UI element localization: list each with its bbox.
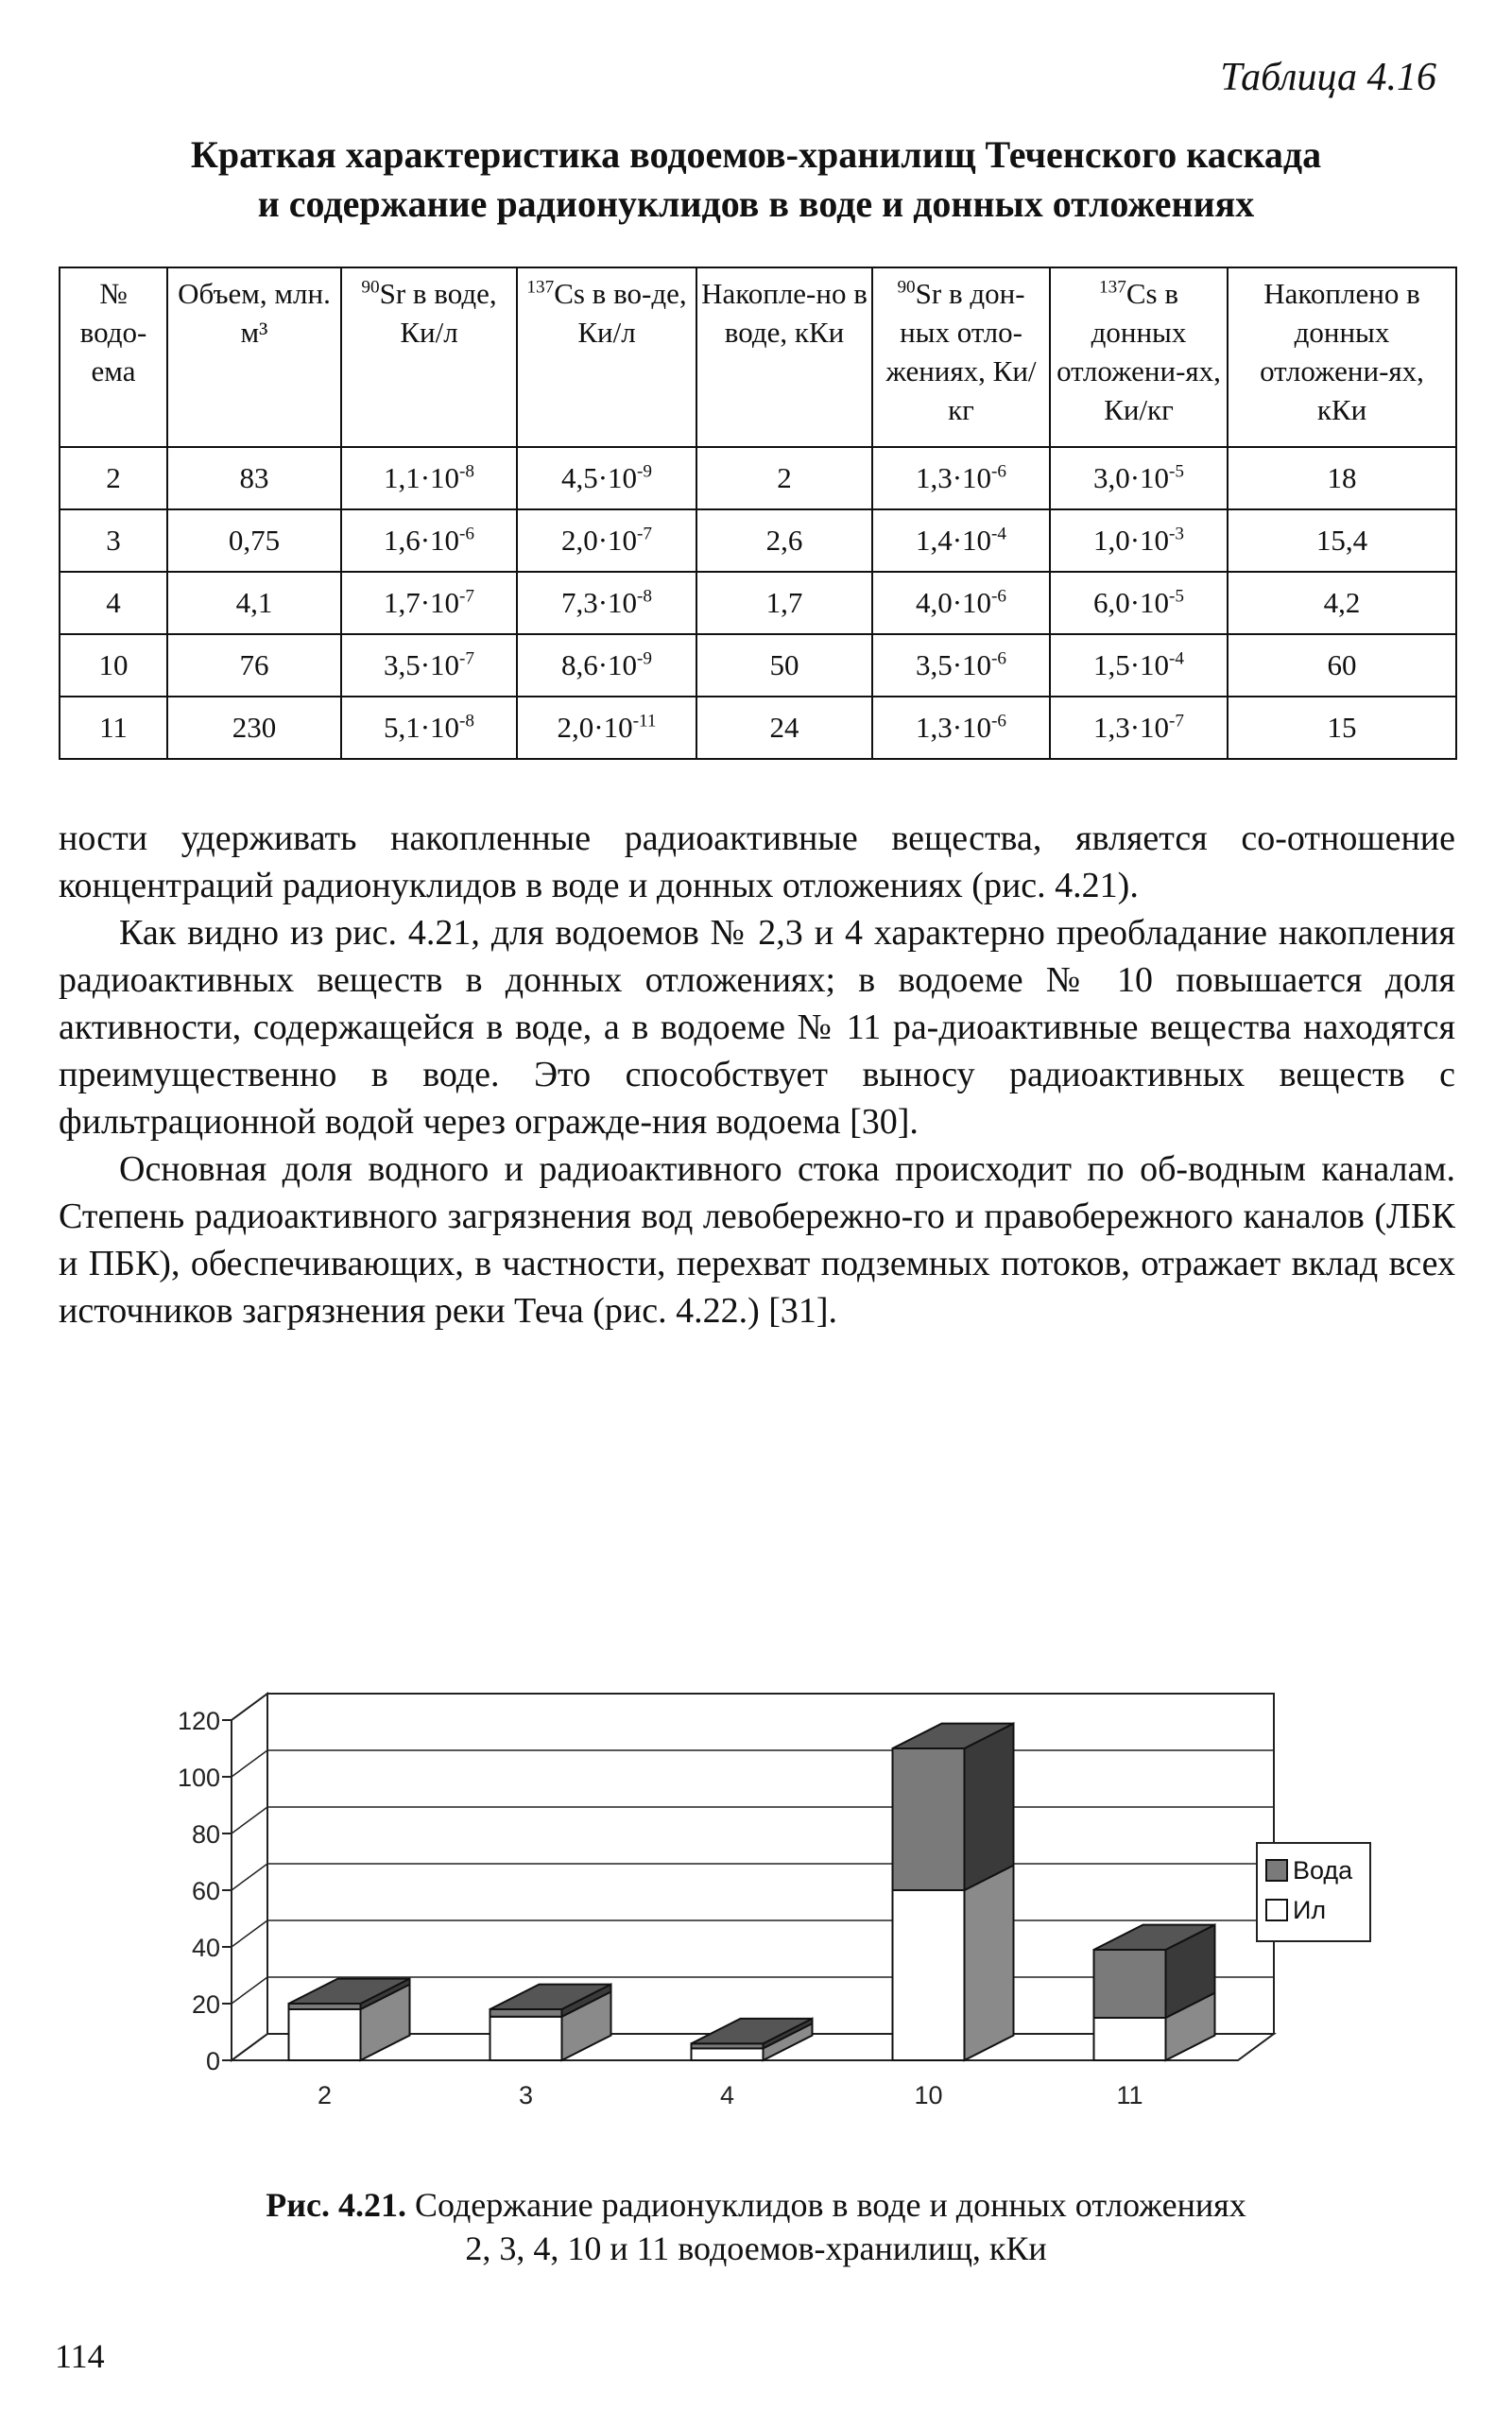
y-tick-label: 80 — [191, 1820, 220, 1849]
table-cell: 83 — [167, 447, 341, 509]
table-cell: $1,3\cdot 10^{-7}$ — [1050, 697, 1228, 759]
table-row — [60, 447, 1456, 509]
data-table — [59, 267, 1457, 760]
table-header-5: Накопле-но в воде, кКи — [696, 267, 872, 447]
bar-front — [893, 1890, 965, 2060]
paragraph-1: ности удерживать накопленные радиоактивные вещества, является со-отношение концентраций радионуклидов в воде и донных отложениях (рис. 4.21). — [59, 818, 1455, 905]
y-tick-label: 40 — [191, 1934, 220, 1962]
legend-swatch — [1266, 1860, 1287, 1881]
table-cell: 4 — [60, 572, 167, 634]
page-number: 114 — [55, 2337, 105, 2375]
table-cell: $1,0\cdot 10^{-3}$ — [1050, 509, 1228, 572]
x-tick-label: 3 — [518, 2081, 534, 2109]
y-tick-label: 100 — [177, 1764, 220, 1792]
table-cell: 60 — [1228, 634, 1456, 697]
table-cell: $1,1\cdot 10^{-8}$ — [341, 447, 517, 509]
table-cell: $4,5\cdot 10^{-9}$ — [517, 447, 696, 509]
table-cell: $1,3\cdot 10^{-6}$ — [872, 697, 1050, 759]
table-title-line2: и содержание радионуклидов в воде и донных отложениях — [257, 182, 1255, 225]
bar-front — [893, 1748, 965, 1890]
legend-swatch — [1266, 1900, 1287, 1920]
table-cell: 4,1 — [167, 572, 341, 634]
table-label: Таблица 4.16 — [1220, 56, 1436, 99]
bar-side — [965, 1724, 1014, 1890]
table-cell: $6,0\cdot 10^{-5}$ — [1050, 572, 1228, 634]
table-title-line1: Краткая характеристика водоемов-хранилищ Теченского каскада — [190, 133, 1322, 176]
bar-front — [1094, 1950, 1166, 2018]
table-row — [60, 634, 1456, 697]
table-cell: 18 — [1228, 447, 1456, 509]
bar-front — [490, 2017, 562, 2060]
table-cell: 24 — [696, 697, 872, 759]
figure-caption — [57, 2183, 1455, 2270]
table-body — [60, 447, 1456, 759]
table-cell: 0,75 — [167, 509, 341, 572]
table-cell: 230 — [167, 697, 341, 759]
table-cell: $3,5\cdot 10^{-7}$ — [341, 634, 517, 697]
figure-caption-line2: 2, 3, 4, 10 и 11 водоемов-хранилищ, кКи — [465, 2229, 1047, 2267]
body-text — [59, 815, 1455, 1334]
paragraph-2: Как видно из рис. 4.21, для водоемов № 2,3 и 4 характерно преобладание накопления радиоактивных веществ в донных отложениях; в водоеме № 10 повышается доля активности, содержащейся в воде, а в водоеме № 11 ра-диоактивные вещества находятся преимущественно в воде. Это способствует выносу радиоактивных веществ с фильтрационной водой через огражде-ния водоема [30]. — [59, 913, 1455, 1142]
bar-front — [1094, 2018, 1166, 2060]
table-header-6: $^{90}$Sr в дон-ных отло-жениях, Ки/кг — [872, 267, 1050, 447]
table-cell: 2,6 — [696, 509, 872, 572]
paragraph-3: Основная доля водного и радиоактивного стока происходит по об-водным каналам. Степень радиоактивного загрязнения вод левобережно-го и правобережного каналов (ЛБК и ПБК), обеспечивающих, в частности, перехват подземных потоков, отражает вклад всех источников загрязнения реки Теча (рис. 4.22.) [31]. — [59, 1149, 1455, 1331]
table-cell: $3,0\cdot 10^{-5}$ — [1050, 447, 1228, 509]
table-cell: $1,3\cdot 10^{-6}$ — [872, 447, 1050, 509]
y-tick-label: 20 — [191, 1990, 220, 2019]
figure-caption-line1: Содержание радионуклидов в воде и донных отложениях — [406, 2186, 1246, 2224]
table-cell: $7,3\cdot 10^{-8}$ — [517, 572, 696, 634]
bar-front — [289, 2009, 361, 2060]
table-cell: 2 — [696, 447, 872, 509]
table-cell: 15 — [1228, 697, 1456, 759]
table-header-4: $^{137}$Cs в во-де, Ки/л — [517, 267, 696, 447]
x-tick-label: 4 — [719, 2081, 735, 2109]
bar-side — [965, 1866, 1014, 2060]
legend-label: Ил — [1293, 1896, 1327, 1924]
table-header-7: $^{137}$Cs в донных отложени-ях, Ки/кг — [1050, 267, 1228, 447]
table-cell: $2,0\cdot 10^{-7}$ — [517, 509, 696, 572]
bar-front — [490, 2009, 562, 2017]
table-cell: $1,5\cdot 10^{-4}$ — [1050, 634, 1228, 697]
table-cell: 2 — [60, 447, 167, 509]
bar-front — [692, 2048, 764, 2060]
figure-caption-label: Рис. 4.21. — [266, 2186, 406, 2224]
table-cell: $3,5\cdot 10^{-6}$ — [872, 634, 1050, 697]
y-tick-label: 120 — [177, 1707, 220, 1735]
table-cell: 15,4 — [1228, 509, 1456, 572]
legend-label: Вода — [1293, 1856, 1353, 1885]
table-title — [57, 130, 1455, 229]
table-cell: $4,0\cdot 10^{-6}$ — [872, 572, 1050, 634]
table-row — [60, 509, 1456, 572]
table-cell: 76 — [167, 634, 341, 697]
table-header-1: № водо-ема — [60, 267, 167, 447]
table-cell: $5,1\cdot 10^{-8}$ — [341, 697, 517, 759]
table-header-8: Накоплено в донных отложени-ях, кКи — [1228, 267, 1456, 447]
table-cell: 10 — [60, 634, 167, 697]
stacked-3d-bar-chart — [123, 1643, 1446, 2134]
table-row — [60, 697, 1456, 759]
table-cell: 4,2 — [1228, 572, 1456, 634]
table-header-2: Объем, млн. м³ — [167, 267, 341, 447]
table-cell: $1,4\cdot 10^{-4}$ — [872, 509, 1050, 572]
x-tick-label: 11 — [1116, 2081, 1143, 2109]
table-cell: 1,7 — [696, 572, 872, 634]
table-cell: 50 — [696, 634, 872, 697]
table-cell: $2,0\cdot 10^{-11}$ — [517, 697, 696, 759]
y-tick-label: 60 — [191, 1877, 220, 1905]
table-cell: $1,7\cdot 10^{-7}$ — [341, 572, 517, 634]
y-tick-label: 0 — [205, 2047, 220, 2075]
table-row — [60, 572, 1456, 634]
x-tick-label: 10 — [914, 2081, 943, 2109]
table-header-3: $^{90}$Sr в воде, Ки/л — [341, 267, 517, 447]
table-header-row — [60, 267, 1456, 447]
table-cell: $1,6\cdot 10^{-6}$ — [341, 509, 517, 572]
table-cell: 3 — [60, 509, 167, 572]
table-cell: 11 — [60, 697, 167, 759]
table-cell: $8,6\cdot 10^{-9}$ — [517, 634, 696, 697]
x-tick-label: 2 — [317, 2081, 333, 2109]
